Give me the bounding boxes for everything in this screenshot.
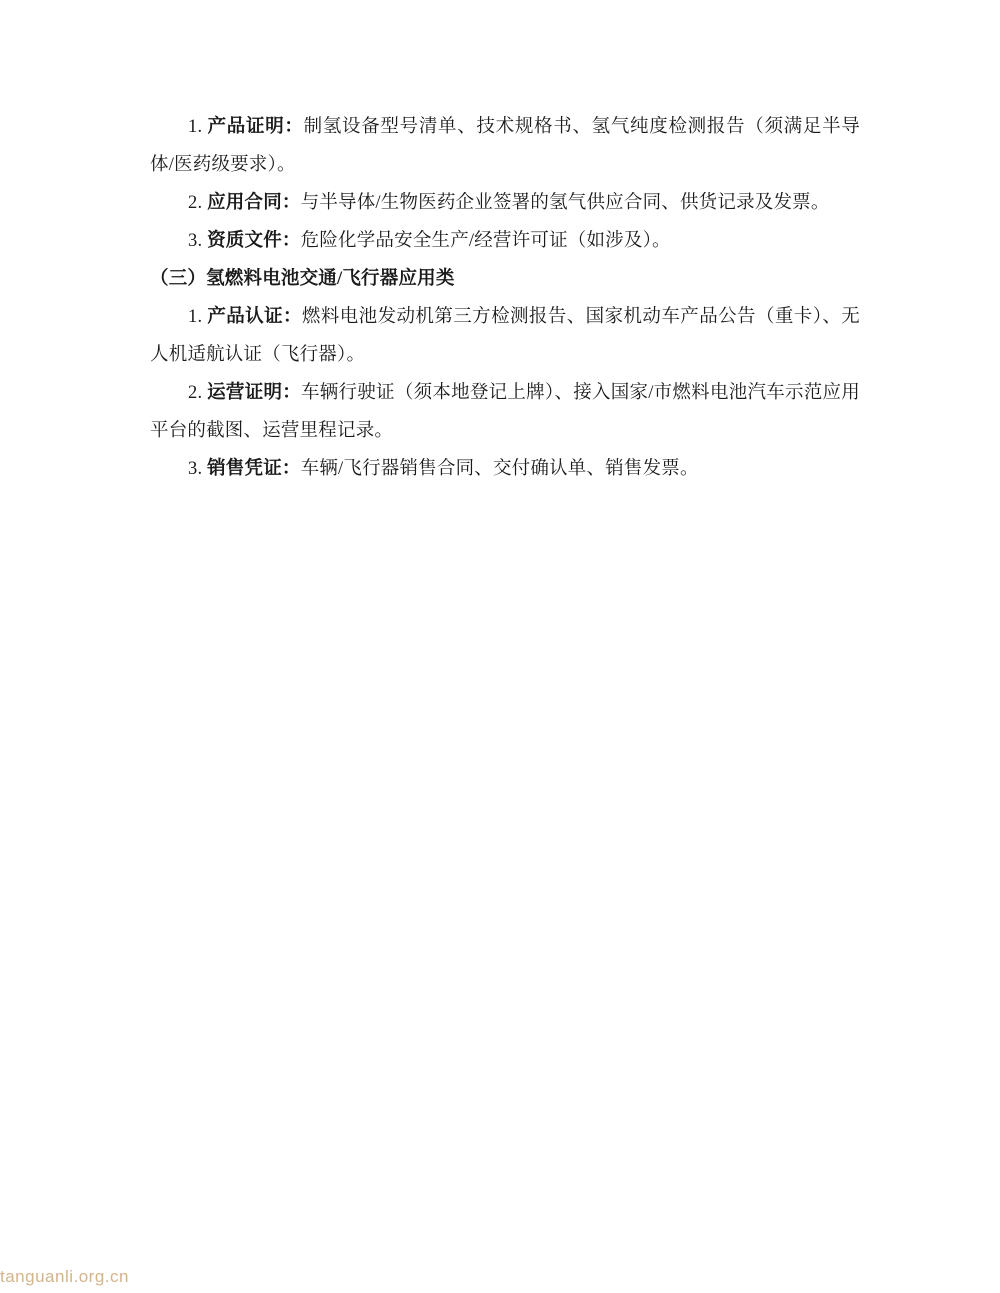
list-item-text: 危险化学品安全生产/经营许可证（如涉及）。 <box>300 231 671 251</box>
list-item-text: 制氢设备型号清单、技术规格书、氢气纯度检测报告（须满足半导体/医药级要求）。 <box>150 117 860 175</box>
list-item-number: 2. <box>188 193 203 213</box>
document-body <box>150 108 860 488</box>
list-item-label: 产品认证： <box>207 307 302 327</box>
list-item-number: 3. <box>188 459 203 479</box>
list-item-label: 销售凭证： <box>207 459 301 479</box>
list-item-label: 运营证明： <box>207 383 301 403</box>
list-item <box>150 298 860 374</box>
list-item-text: 与半导体/生物医药企业签署的氢气供应合同、供货记录及发票。 <box>300 193 830 213</box>
list-item <box>150 184 860 222</box>
list-item-label: 资质文件： <box>207 231 301 251</box>
list-item-number: 1. <box>188 117 203 137</box>
list-item-label: 产品证明： <box>207 117 304 137</box>
list-item-number: 3. <box>188 231 203 251</box>
list-item <box>150 222 860 260</box>
list-item <box>150 108 860 184</box>
list-item <box>150 374 860 450</box>
site-watermark: tanguanli.org.cn <box>0 1267 129 1286</box>
list-item-text: 燃料电池发动机第三方检测报告、国家机动车产品公告（重卡）、无人机适航认证（飞行器）。 <box>150 307 860 365</box>
list-item-text: 车辆/飞行器销售合同、交付确认单、销售发票。 <box>300 459 699 479</box>
list-item-label: 应用合同： <box>207 193 301 213</box>
list-item-text: 车辆行驶证（须本地登记上牌）、接入国家/市燃料电池汽车示范应用平台的截图、运营里程记录。 <box>150 383 860 441</box>
list-item-number: 1. <box>188 307 203 327</box>
list-item <box>150 450 860 488</box>
list-item-number: 2. <box>188 383 203 403</box>
section-heading: （三）氢燃料电池交通/飞行器应用类 <box>150 269 455 289</box>
